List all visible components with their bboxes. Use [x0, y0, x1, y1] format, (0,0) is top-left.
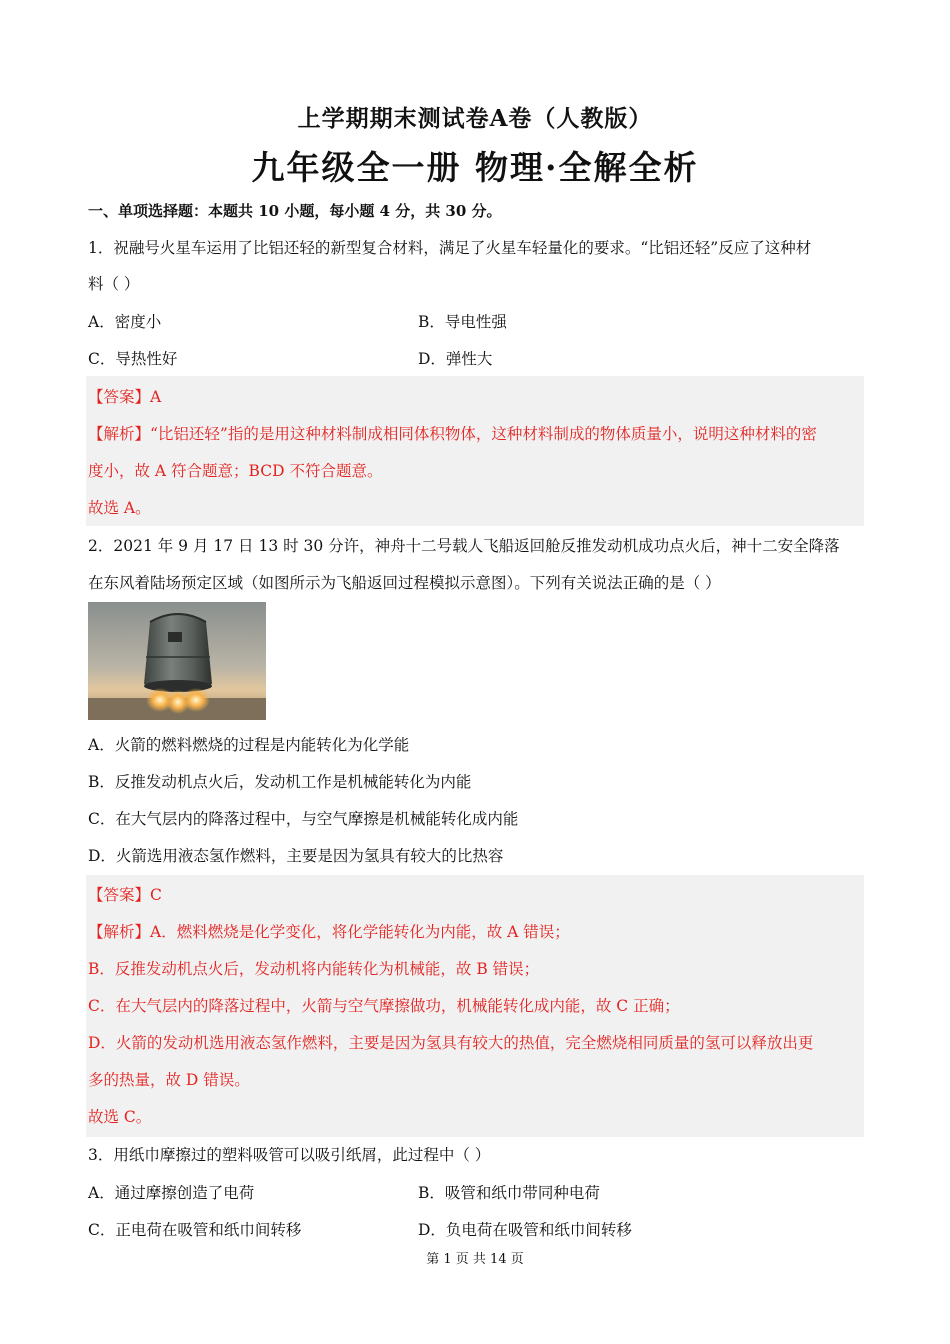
exam-subtitle: 九年级全一册 物理·全解全析 — [251, 148, 699, 187]
q3-stem: 3．用纸巾摩擦过的塑料吸管可以吸引纸屑，此过程中（ ） — [88, 1146, 491, 1164]
q2-stem-line2: 在东风着陆场预定区域（如图所示为飞船返回过程模拟示意图）。下列有关说法正确的是（ ） — [88, 574, 721, 592]
q1-answer-box — [86, 376, 864, 526]
exam-title: 上学期期末测试卷A卷（人教版） — [297, 105, 653, 132]
q1-option-b: B．导电性强 — [418, 313, 507, 331]
q2-option-c: C．在大气层内的降落过程中，与空气摩擦是机械能转化成内能 — [88, 810, 519, 828]
q2-option-b: B．反推发动机点火后，发动机工作是机械能转化为内能 — [88, 773, 472, 791]
q2-stem-line1: 2．2021 年 9 月 17 日 13 时 30 分许，神舟十二号载人飞船返回舱反推发动机成功点火后，神十二安全降落 — [88, 537, 840, 555]
q1-stem-line2: 料（ ） — [88, 275, 140, 293]
q1-stem-line1: 1．祝融号火星车运用了比铝还轻的新型复合材料，满足了火星车轻量化的要求。“比铝还轻”反应了这种材 — [88, 239, 812, 257]
page-footer: 第 1 页 共 14 页 — [426, 1252, 524, 1267]
q3-option-a: A．通过摩擦创造了电荷 — [88, 1184, 255, 1202]
capsule-landing-image — [88, 602, 266, 720]
q2-analysis-c: C．在大气层内的降落过程中，火箭与空气摩擦做功，机械能转化成内能，故 C 正确； — [88, 997, 680, 1015]
q1-option-a: A．密度小 — [88, 313, 162, 331]
q3-option-b: B．吸管和纸巾带同种电荷 — [418, 1184, 600, 1202]
q1-analysis-line1: 【解析】“比铝还轻”指的是用这种材料制成相同体积物体，这种材料制成的物体质量小，说明这种材料的密 — [88, 425, 817, 443]
q2-analysis-b: B．反推发动机点火后，发动机将内能转化为机械能，故 B 错误； — [88, 960, 540, 978]
q2-analysis-a: 【解析】A．燃料燃烧是化学变化，将化学能转化为内能，故 A 错误； — [88, 923, 570, 941]
q1-analysis-line2: 度小，故 A 符合题意；BCD 不符合题意。 — [88, 462, 383, 480]
q1-option-c: C．导热性好 — [88, 350, 178, 368]
q3-option-c: C．正电荷在吸管和纸巾间转移 — [88, 1221, 302, 1239]
section-heading: 一、单项选择题：本题共 10 小题，每小题 4 分，共 30 分。 — [88, 202, 502, 220]
q2-conclusion: 故选 C。 — [88, 1108, 152, 1126]
q1-option-d: D．弹性大 — [418, 350, 493, 368]
q2-option-d: D．火箭选用液态氢作燃料，主要是因为氢具有较大的比热容 — [88, 847, 504, 865]
q2-option-a: A．火箭的燃料燃烧的过程是内能转化为化学能 — [88, 736, 410, 754]
q2-analysis-d2: 多的热量，故 D 错误。 — [88, 1071, 250, 1089]
q1-answer: 【答案】A — [88, 388, 162, 406]
q3-option-d: D．负电荷在吸管和纸巾间转移 — [418, 1221, 632, 1239]
q2-analysis-d1: D．火箭的发动机选用液态氢作燃料，主要是因为氢具有较大的热值，完全燃烧相同质量的氢可以释放出更 — [88, 1034, 814, 1052]
q2-answer: 【答案】C — [88, 886, 162, 904]
q1-conclusion: 故选 A。 — [88, 499, 151, 517]
